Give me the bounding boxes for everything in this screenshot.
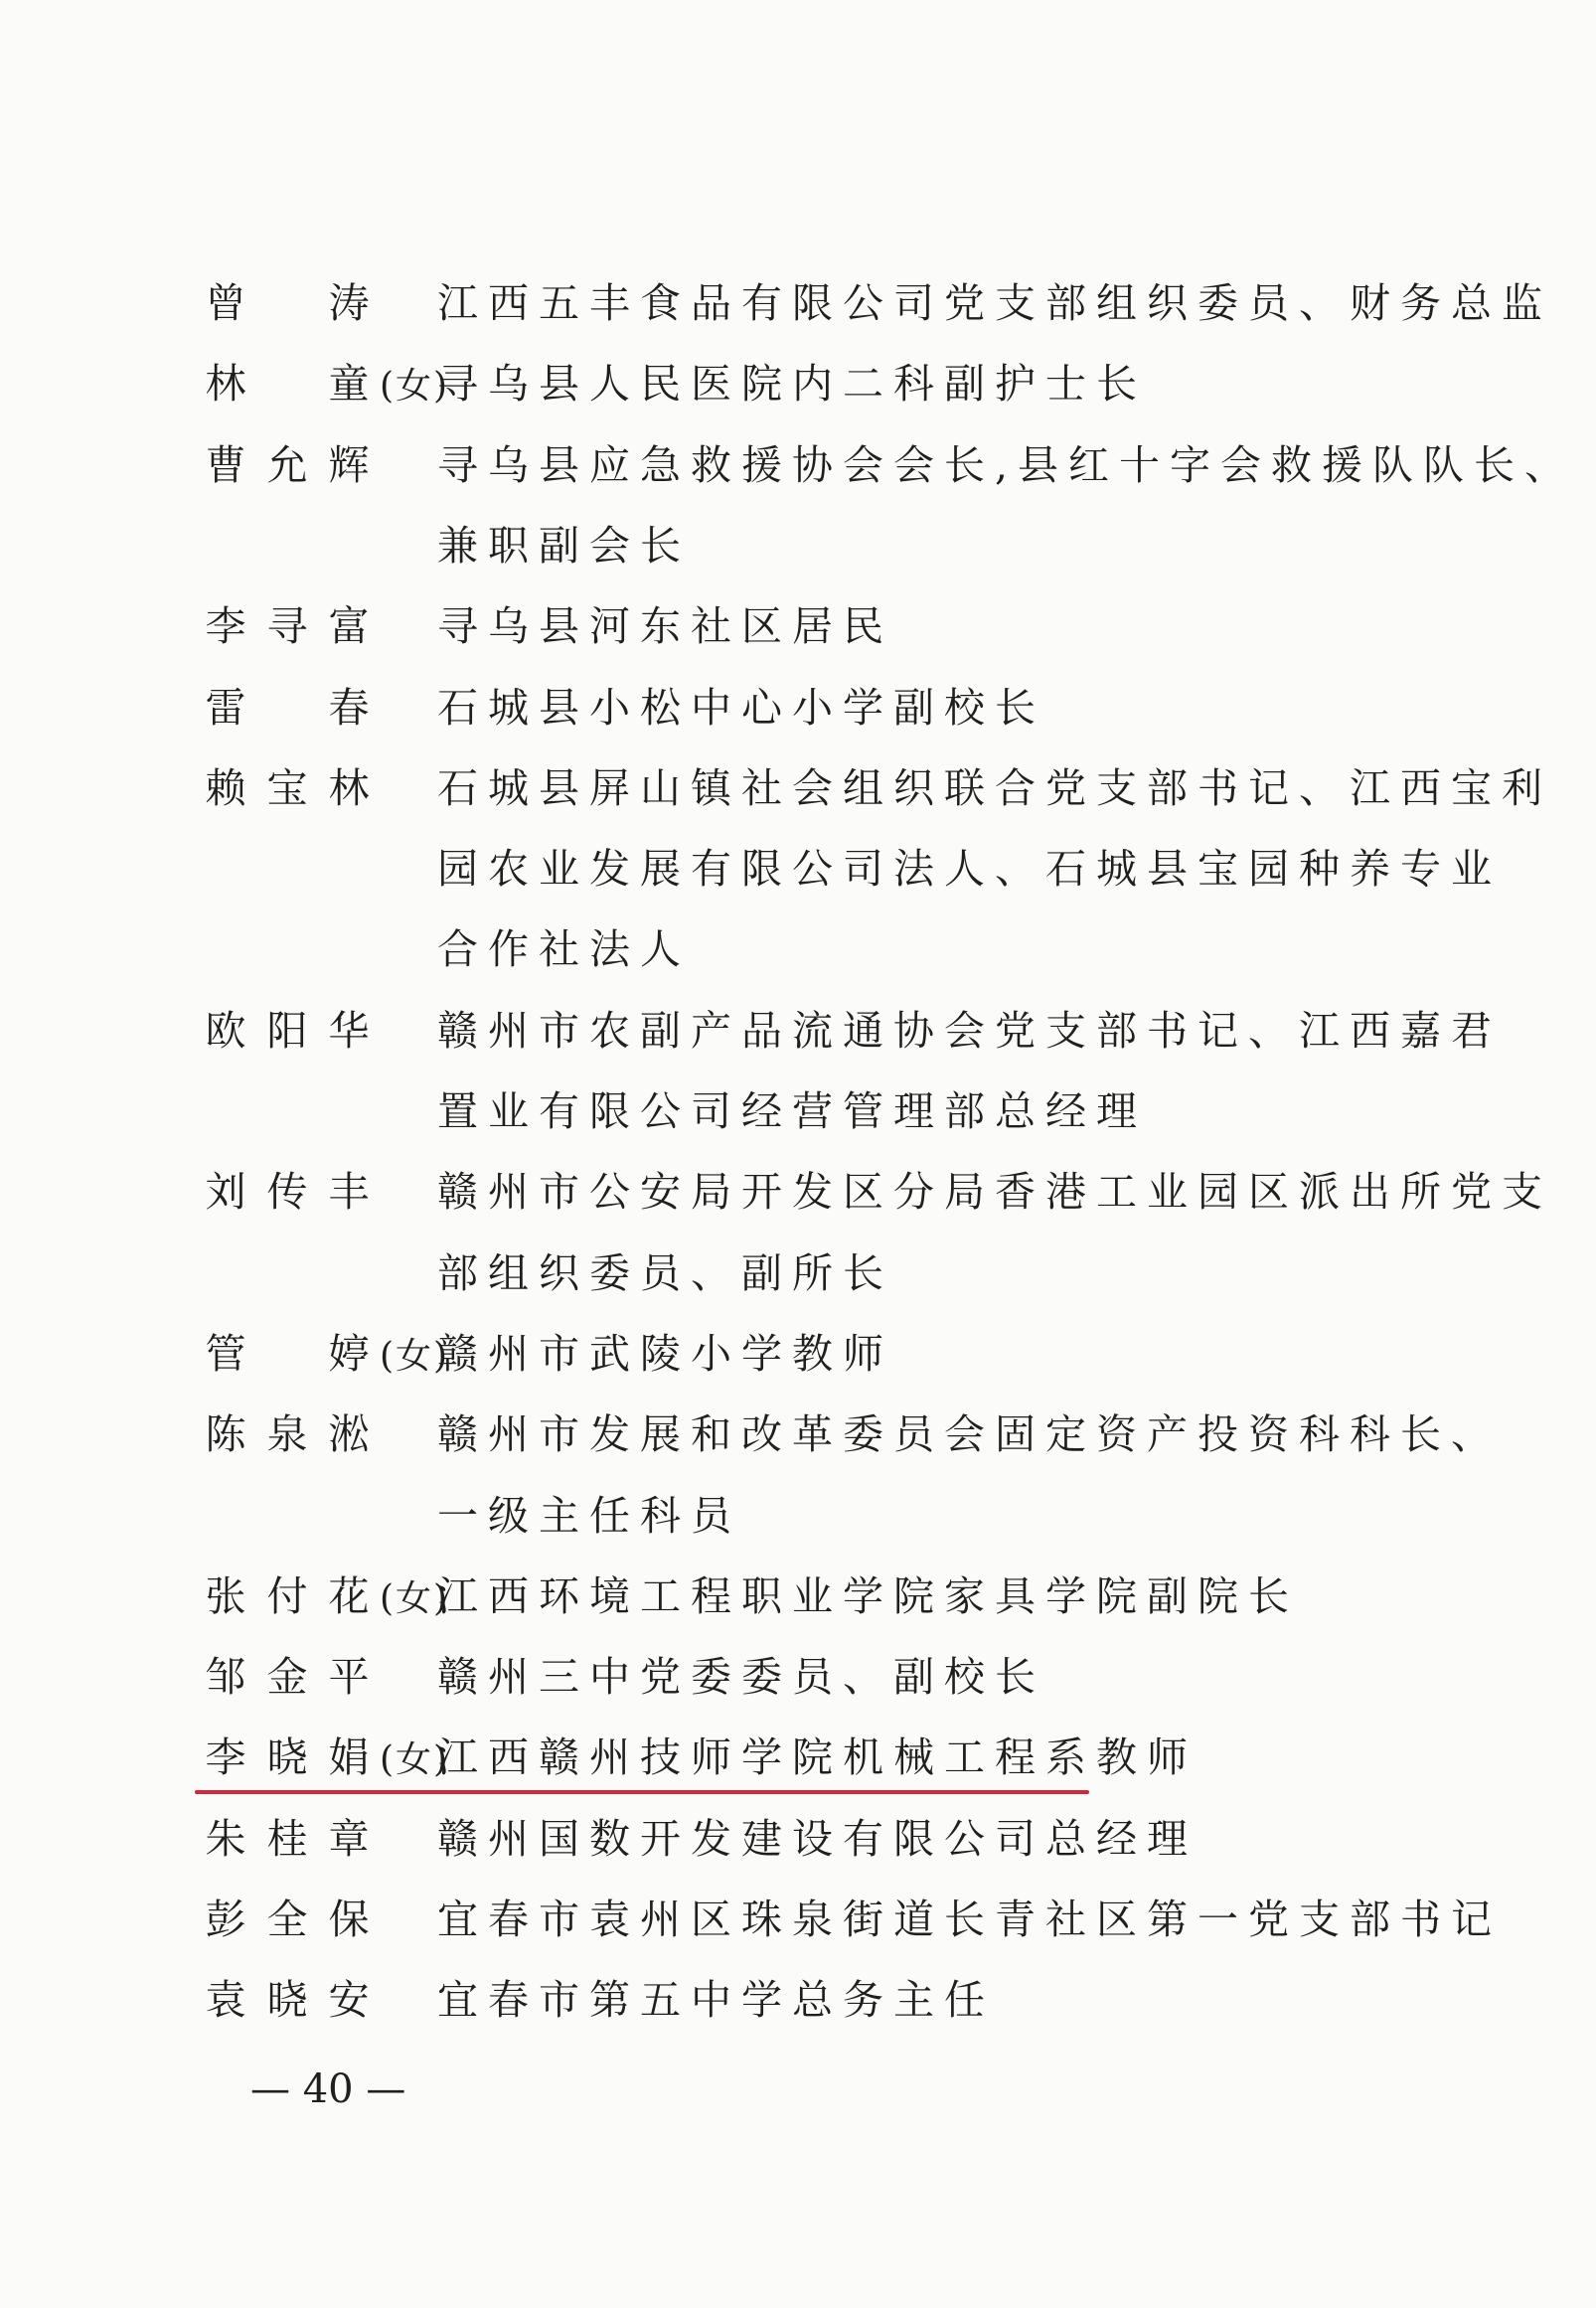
- list-entry: [0, 1885, 1596, 1954]
- position-description: 兼职副会长: [437, 521, 691, 570]
- name-character: 朱: [205, 1814, 246, 1863]
- list-entry: [0, 1562, 1596, 1631]
- gender-note: (女): [380, 1739, 450, 1781]
- name-character: 寻: [266, 602, 308, 651]
- name-character: 富: [328, 602, 370, 651]
- name-character: 欧: [205, 1006, 246, 1055]
- name-character: 袁: [205, 1976, 246, 2025]
- list-entry: [0, 753, 1596, 823]
- person-name: [195, 1965, 380, 2035]
- position-description: 置业有限公司经营管理部总经理: [437, 1087, 1147, 1135]
- position-description: 一级主任科员: [437, 1491, 741, 1540]
- name-character: 金: [266, 1653, 308, 1702]
- list-entry-continuation: [0, 1238, 1596, 1308]
- name-character: 春: [328, 683, 370, 732]
- position-description: 宜春市袁州区珠泉街道长青社区第一党支部书记: [437, 1896, 1502, 1943]
- position-description: 寻乌县应急救援协会会长,县红十字会救援队队长、: [437, 440, 1576, 489]
- page-number: — 40 —: [250, 2066, 406, 2112]
- position-description: 赣州国数开发建设有限公司总经理: [437, 1814, 1197, 1863]
- person-name: [195, 268, 380, 338]
- person-name: [195, 1642, 380, 1712]
- name-character: 张: [205, 1571, 246, 1620]
- name-character: 淞: [328, 1410, 370, 1459]
- list-entry: [0, 1965, 1596, 2035]
- name-character: 全: [266, 1896, 308, 1943]
- list-entry-continuation: [0, 834, 1596, 904]
- name-character: 桂: [266, 1814, 308, 1863]
- position-description: 石城县小松中心小学副校长: [437, 683, 1045, 732]
- position-description: 合作社法人: [437, 925, 691, 974]
- name-character: 李: [205, 1733, 246, 1782]
- position-description: 部组织委员、副所长: [437, 1248, 893, 1297]
- person-name: [195, 996, 380, 1066]
- position-description: 江西环境工程职业学院家具学院副院长: [437, 1571, 1299, 1620]
- name-character: 刘: [205, 1168, 246, 1217]
- person-name: [195, 753, 380, 823]
- person-name: [195, 1562, 449, 1634]
- list-entry: [0, 1642, 1596, 1712]
- person-name: [195, 1400, 380, 1469]
- name-character: 保: [328, 1896, 370, 1943]
- person-name: [195, 673, 380, 742]
- name-character: 晓: [266, 1733, 308, 1782]
- list-entry-continuation: [0, 914, 1596, 984]
- list-entry: [0, 996, 1596, 1066]
- gender-note: (女): [380, 1335, 450, 1377]
- name-character: 林: [328, 763, 370, 812]
- name-character: 婷: [328, 1329, 370, 1378]
- name-character: 林: [205, 360, 246, 409]
- list-entry: [0, 430, 1596, 500]
- position-description: 寻乌县河东社区居民: [437, 602, 893, 651]
- name-character: 传: [266, 1168, 308, 1217]
- person-name: [195, 1319, 449, 1392]
- name-character: 付: [266, 1571, 308, 1620]
- name-character: 曹: [205, 440, 246, 489]
- list-entry: [0, 1319, 1596, 1389]
- list-entry: [0, 1723, 1596, 1792]
- name-character: 李: [205, 602, 246, 651]
- person-name: [195, 1804, 380, 1874]
- position-description: 宜春市第五中学总务主任: [437, 1976, 995, 2025]
- person-name: [195, 1723, 449, 1795]
- name-character: 娟: [328, 1733, 370, 1782]
- name-character: 辉: [328, 440, 370, 489]
- position-description: 赣州市农副产品流通协会党支部书记、江西嘉君: [437, 1006, 1502, 1055]
- person-name: [195, 1157, 380, 1227]
- name-character: 涛: [328, 279, 370, 327]
- name-character: 阳: [266, 1006, 308, 1055]
- position-description: 寻乌县人民医院内二科副护士长: [437, 360, 1147, 409]
- position-description: 赣州市武陵小学教师: [437, 1329, 893, 1378]
- list-entry: [0, 1804, 1596, 1874]
- list-entry: [0, 591, 1596, 661]
- list-entry: [0, 1400, 1596, 1469]
- gender-note: (女): [380, 366, 450, 408]
- name-character: 晓: [266, 1976, 308, 2025]
- position-description: 江西五丰食品有限公司党支部组织委员、财务总监: [437, 279, 1552, 327]
- name-character: 童: [328, 360, 370, 409]
- list-entry-continuation: [0, 511, 1596, 580]
- position-description: 赣州市公安局开发区分局香港工业园区派出所党支: [437, 1168, 1552, 1217]
- name-character: 丰: [328, 1168, 370, 1217]
- person-name: [195, 430, 380, 500]
- name-character: 宝: [266, 763, 308, 812]
- name-character: 彭: [205, 1896, 246, 1943]
- list-entry-continuation: [0, 1076, 1596, 1146]
- list-entry: [0, 268, 1596, 338]
- list-entry: [0, 349, 1596, 418]
- name-character: 安: [328, 1976, 370, 2025]
- gender-note: (女): [380, 1577, 450, 1619]
- position-description: 赣州三中党委委员、副校长: [437, 1653, 1045, 1702]
- name-character: 曾: [205, 279, 246, 327]
- list-entry: [0, 673, 1596, 742]
- name-character: 章: [328, 1814, 370, 1863]
- person-name: [195, 1885, 380, 1954]
- name-character: 邹: [205, 1653, 246, 1702]
- highlight-underline: [195, 1790, 1089, 1794]
- name-character: 华: [328, 1006, 370, 1055]
- position-description: 石城县屏山镇社会组织联合党支部书记、江西宝利: [437, 763, 1552, 812]
- list-entry: [0, 1157, 1596, 1227]
- name-character: 泉: [266, 1410, 308, 1459]
- name-character: 赖: [205, 763, 246, 812]
- name-character: 允: [266, 440, 308, 489]
- position-description: 江西赣州技师学院机械工程系教师: [437, 1733, 1197, 1782]
- position-description: 园农业发展有限公司法人、石城县宝园种养专业: [437, 845, 1502, 894]
- list-entry-continuation: [0, 1481, 1596, 1551]
- name-character: 花: [328, 1571, 370, 1620]
- name-character: 平: [328, 1653, 370, 1702]
- person-name: [195, 349, 449, 421]
- position-description: 赣州市发展和改革委员会固定资产投资科科长、: [437, 1410, 1502, 1459]
- person-name: [195, 591, 380, 661]
- name-character: 陈: [205, 1410, 246, 1459]
- name-character: 雷: [205, 683, 246, 732]
- name-character: 管: [205, 1329, 246, 1378]
